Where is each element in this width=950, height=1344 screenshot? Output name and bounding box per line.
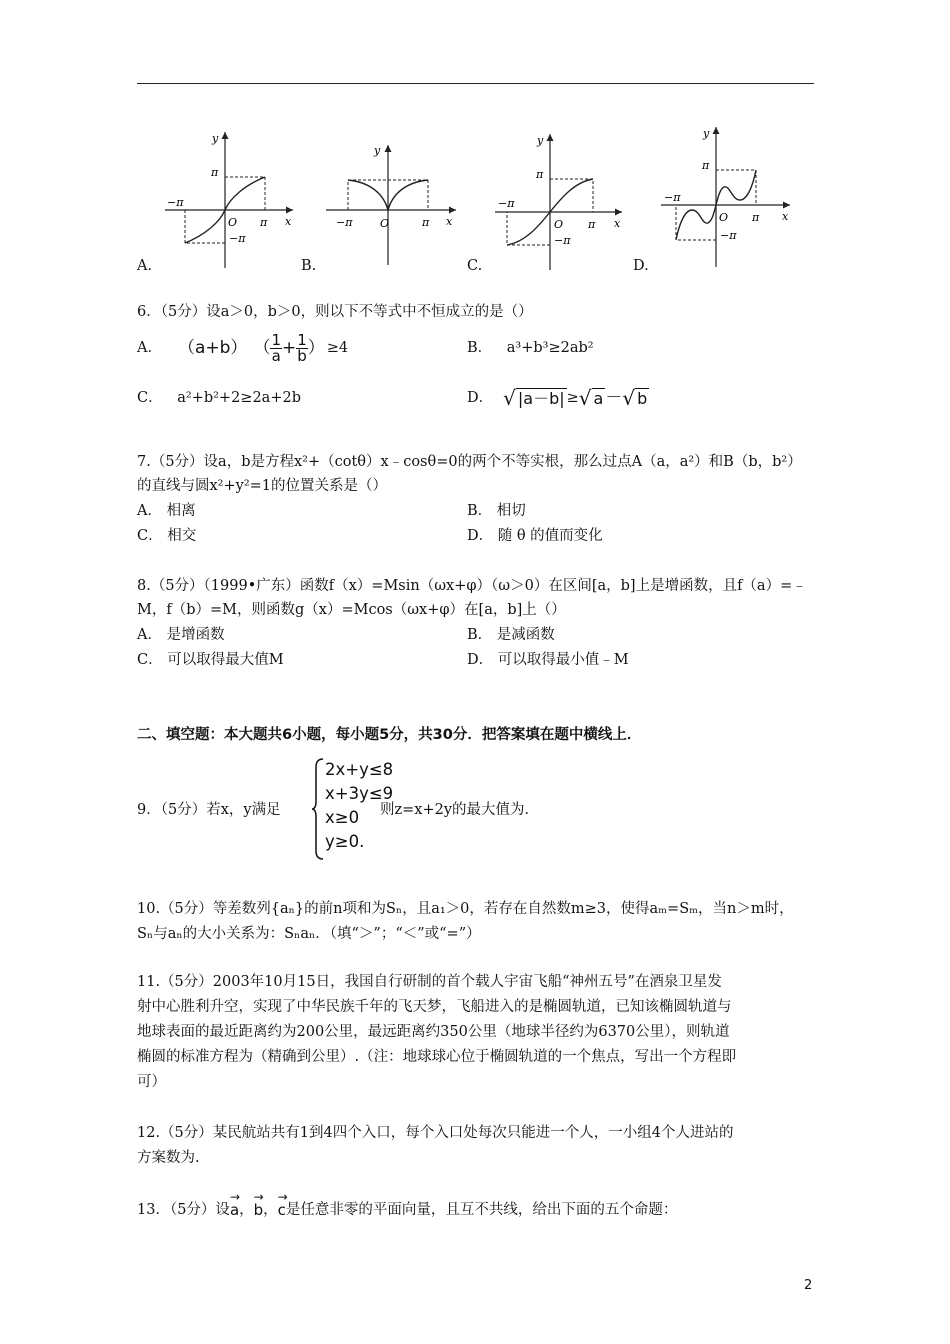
q5-option-a: A. [137,258,153,274]
q13-suffix: 是任意非零的平面向量，且互不共线，给出下面的五个命题： [285,1202,678,1218]
q6-option-a [137,330,348,366]
q13-prefix: 13．（5分）设 [137,1202,230,1218]
q9-constraint-2: x+3y≤9 [325,784,394,803]
graph-c [495,134,622,270]
graph-a-pi-y: π [211,166,219,179]
vector-c: → c [278,1196,286,1220]
q12-line-1: 12.（5分）某民航站共有1到4四个入口，每个入口处每次只能进一个人，一小组4个人进站的 [137,1125,734,1141]
q7-option-d: D． 随 θ 的值而变化 [467,528,603,544]
q6-b-text: a³+b³≥2ab² [506,340,594,356]
q6-d-radicand-3: b [637,388,648,408]
section-heading: 二、填空题：本大题共6小题，每小题5分，共30分．把答案填在题中横线上． [137,727,642,743]
graph-a-origin: O [228,216,238,229]
graph-c-y-label: y [537,134,544,147]
q7-line-2: 的直线与圆x²+y²=1的位置关系是（） [137,478,388,494]
q6-stem: 6．（5分）设a＞0，b＞0，则以下不等式中不恒成立的是（） [137,304,533,320]
q6-a-frac-1: $\frac{1}{a}$ [271,330,281,365]
vector-a: → a [230,1196,239,1220]
graph-d-y-label: y [703,127,710,140]
q11-line-5: 可） [137,1074,166,1090]
q8-line-1: 8.（5分）（1999•广东）函数f（x）=Msin（ωx+φ）（ω＞0）在区间[a，b]上是增函数，且f（a）=﹣ [137,578,807,594]
q6-c-text: a²+b²+2≥2a+2b [177,390,301,406]
q5-option-c: C. [467,258,483,274]
q6-a-label: A． [137,340,162,356]
q6-a-sum: （a+b） [177,338,248,358]
graph-b [326,144,456,265]
page-number: 2 [804,1278,813,1293]
q6-c-label: C． [137,390,163,406]
q9-constraint-3: x≥0 [325,808,360,827]
q13-line [137,1196,677,1220]
q6-d-ge: ≥ [566,390,579,406]
graph-a-negpi-x: −π [167,196,184,209]
sqrt-icon: √ [578,386,592,410]
q6-d-radicand-2: a [593,388,604,408]
q11-line-2: 射中心胜利升空，实现了中华民族千年的飞天梦，飞船进入的是椭圆轨道，已知该椭圆轨道与 [137,999,732,1015]
graph-a-negpi-y: −π [229,232,246,245]
graph-c-x-label: x [614,217,621,230]
q5-option-d: D. [633,258,649,274]
q8-option-c: C． 可以取得最大值M [137,652,284,668]
q8-option-b: B． 是减函数 [467,627,555,643]
q8-option-d: D． 可以取得最小值﹣M [467,652,629,668]
q7-option-a: A． 相离 [137,503,196,519]
q6-option-c [137,388,301,408]
q10-line-1: 10.（5分）等差数列{aₙ}的前n项和为Sₙ，且a₁＞0，若存在自然数m≥3，使得aₘ=Sₘ，当n＞m时， [137,901,794,917]
q6-a-paren-open: （ [253,338,271,358]
header-rule [137,83,814,84]
sqrt-icon: √ [503,386,516,410]
graph-b-negpi-x: −π [336,216,353,229]
q6-a-tail: ≥4 [326,340,349,356]
graph-d [661,127,790,267]
q8-line-2: M，f（b）=M，则函数g（x）=Mcos（ωx+φ）在[a，b]上（） [137,602,566,618]
q7-option-c: C． 相交 [137,528,197,544]
sqrt-icon: √ [622,386,636,410]
q9-brace [312,757,324,861]
q6-b-label: B． [467,340,493,356]
q5-option-b: B. [301,258,317,274]
q6-option-d [467,382,649,414]
q6-option-b [467,338,594,358]
graph-a-x-label: x [285,215,292,228]
q13-sep-1: ， [239,1202,254,1218]
graph-c-negpi-y: −π [554,234,571,247]
q9-suffix: 则z=x+2y的最大值为． [380,802,540,818]
q6-d-radicand-1: |a－b| [517,388,565,408]
graph-d-negpi-x: −π [664,191,681,204]
q6-d-minus: － [605,388,623,408]
vector-b: → b [254,1196,264,1220]
q7-line-1: 7.（5分）设a，b是方程x²+（cotθ）x﹣cosθ=0的两个不等实根，那么过点A（a，a²）和B（b，b²） [137,454,802,470]
q5-graphs [130,115,810,275]
graph-c-negpi-x: −π [498,197,515,210]
q7-option-b: B． 相切 [467,503,526,519]
graph-d-pi-x: π [752,211,760,224]
q6-a-frac-2: $\frac{1}{b}$ [297,330,307,365]
graph-d-origin: O [719,211,729,224]
q13-sep-2: ， [263,1202,278,1218]
graph-d-x-label: x [782,210,789,223]
q6-a-paren-close: ） [307,338,325,358]
graph-c-pi-y: π [536,168,544,181]
graph-b-y-label: y [374,144,381,157]
q8-option-a: A． 是增函数 [137,627,225,643]
graph-b-pi-x: π [422,216,430,229]
q11-line-1: 11.（5分）2003年10月15日，我国自行研制的首个载人宇宙飞船“神州五号”在酒泉卫星发 [137,974,722,990]
q6-d-label: D． [467,390,494,406]
graph-d-negpi-y: −π [720,229,737,242]
q11-line-4: 椭圆的标准方程为（精确到公里）.（注：地球球心位于椭圆轨道的一个焦点，写出一个方程即 [137,1049,737,1065]
graph-d-pi-y: π [702,159,710,172]
graph-a-pi-x: π [260,216,268,229]
q10-line-2: Sₙ与aₙ的大小关系为：Sₙaₙ．（填“＞”；“＜”或“=”） [137,926,481,942]
q6-a-plus: + [281,338,297,358]
q12-line-2: 方案数为. [137,1150,200,1166]
graph-a-y-label: y [212,132,219,145]
q9-constraint-1: 2x+y≤8 [325,760,394,779]
graph-b-x-label: x [446,215,453,228]
graph-c-origin: O [554,218,564,231]
q9-prefix: 9．（5分）若x，y满足 [137,802,281,818]
q11-line-3: 地球表面的最近距离约为200公里，最远距离约350公里（地球半径约为6370公里），则轨道 [137,1024,730,1040]
graph-c-pi-x: π [588,218,596,231]
graph-b-origin: O [380,217,390,230]
q9-constraint-4: y≥0. [325,832,365,851]
graph-a [165,132,293,268]
